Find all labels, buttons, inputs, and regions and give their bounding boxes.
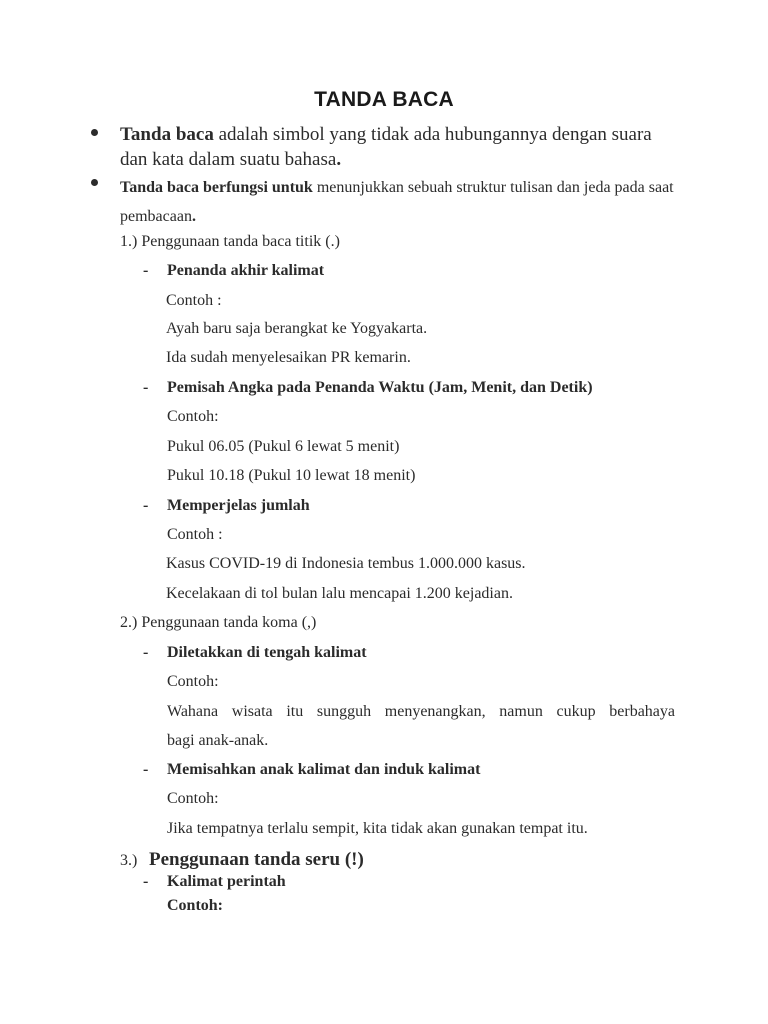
document-title: TANDA BACA	[314, 88, 454, 111]
dash-marker: -	[143, 379, 149, 396]
example-line: bagi anak-anak.	[167, 732, 269, 749]
definition-period: .	[336, 149, 342, 170]
function-text: menunjukkan sebuah struktur tulisan dan jeda pada saat pembacaan	[120, 179, 674, 225]
dash-marker: -	[143, 262, 149, 279]
contoh-label: Contoh:	[167, 408, 219, 425]
dash-marker: -	[143, 761, 149, 778]
section-1-heading: 1.) Penggunaan tanda baca titik (.)	[120, 233, 340, 250]
contoh-label: Contoh :	[166, 292, 222, 309]
contoh-label: Contoh:	[167, 897, 224, 914]
function-period: .	[191, 208, 196, 225]
dash-marker: -	[143, 497, 149, 514]
example-line: Kasus COVID-19 di Indonesia tembus 1.000.000 kasus.	[166, 555, 526, 572]
bullet-dot-2	[91, 179, 98, 186]
subheading-tengah-kalimat: Diletakkan di tengah kalimat	[167, 644, 367, 661]
function-term: Tanda baca berfungsi untuk	[120, 179, 313, 196]
example-line: Kecelakaan di tol bulan lalu mencapai 1.200 kejadian.	[166, 585, 513, 602]
example-line: Jika tempatnya terlalu sempit, kita tidak akan gunakan tempat itu.	[167, 820, 588, 837]
example-line: Ida sudah menyelesaikan PR kemarin.	[166, 349, 411, 366]
subheading-kalimat-perintah: Kalimat perintah	[167, 873, 286, 890]
section-3-heading: Penggunaan tanda seru (!)	[149, 849, 364, 870]
bullet-definition	[120, 122, 680, 172]
example-line: Pukul 10.18 (Pukul 10 lewat 18 menit)	[167, 467, 416, 484]
example-line: Ayah baru saja berangkat ke Yogyakarta.	[166, 320, 428, 337]
contoh-label: Contoh:	[167, 673, 219, 690]
section-3-number: 3.)	[120, 852, 138, 869]
dash-marker: -	[143, 644, 149, 661]
contoh-label: Contoh :	[167, 526, 223, 543]
subheading-pemisah-angka: Pemisah Angka pada Penanda Waktu (Jam, Menit, dan Detik)	[167, 379, 593, 396]
contoh-label: Contoh:	[167, 790, 219, 807]
subheading-penanda-akhir: Penanda akhir kalimat	[167, 262, 325, 279]
definition-text: adalah simbol yang tidak ada hubungannya dengan suara dan kata dalam suatu bahasa	[120, 124, 652, 170]
example-line: Wahana wisata itu sungguh menyenangkan, namun cukup berbahaya	[167, 703, 675, 720]
section-2-heading: 2.) Penggunaan tanda koma (,)	[120, 614, 317, 631]
subheading-anak-induk-kalimat: Memisahkan anak kalimat dan induk kalimat	[167, 761, 481, 778]
example-line: Pukul 06.05 (Pukul 6 lewat 5 menit)	[167, 438, 400, 455]
subheading-memperjelas-jumlah: Memperjelas jumlah	[167, 497, 310, 514]
dash-marker: -	[143, 873, 149, 890]
term-tanda-baca: Tanda baca	[120, 124, 214, 145]
bullet-function	[120, 173, 680, 231]
bullet-dot-1	[91, 129, 98, 136]
